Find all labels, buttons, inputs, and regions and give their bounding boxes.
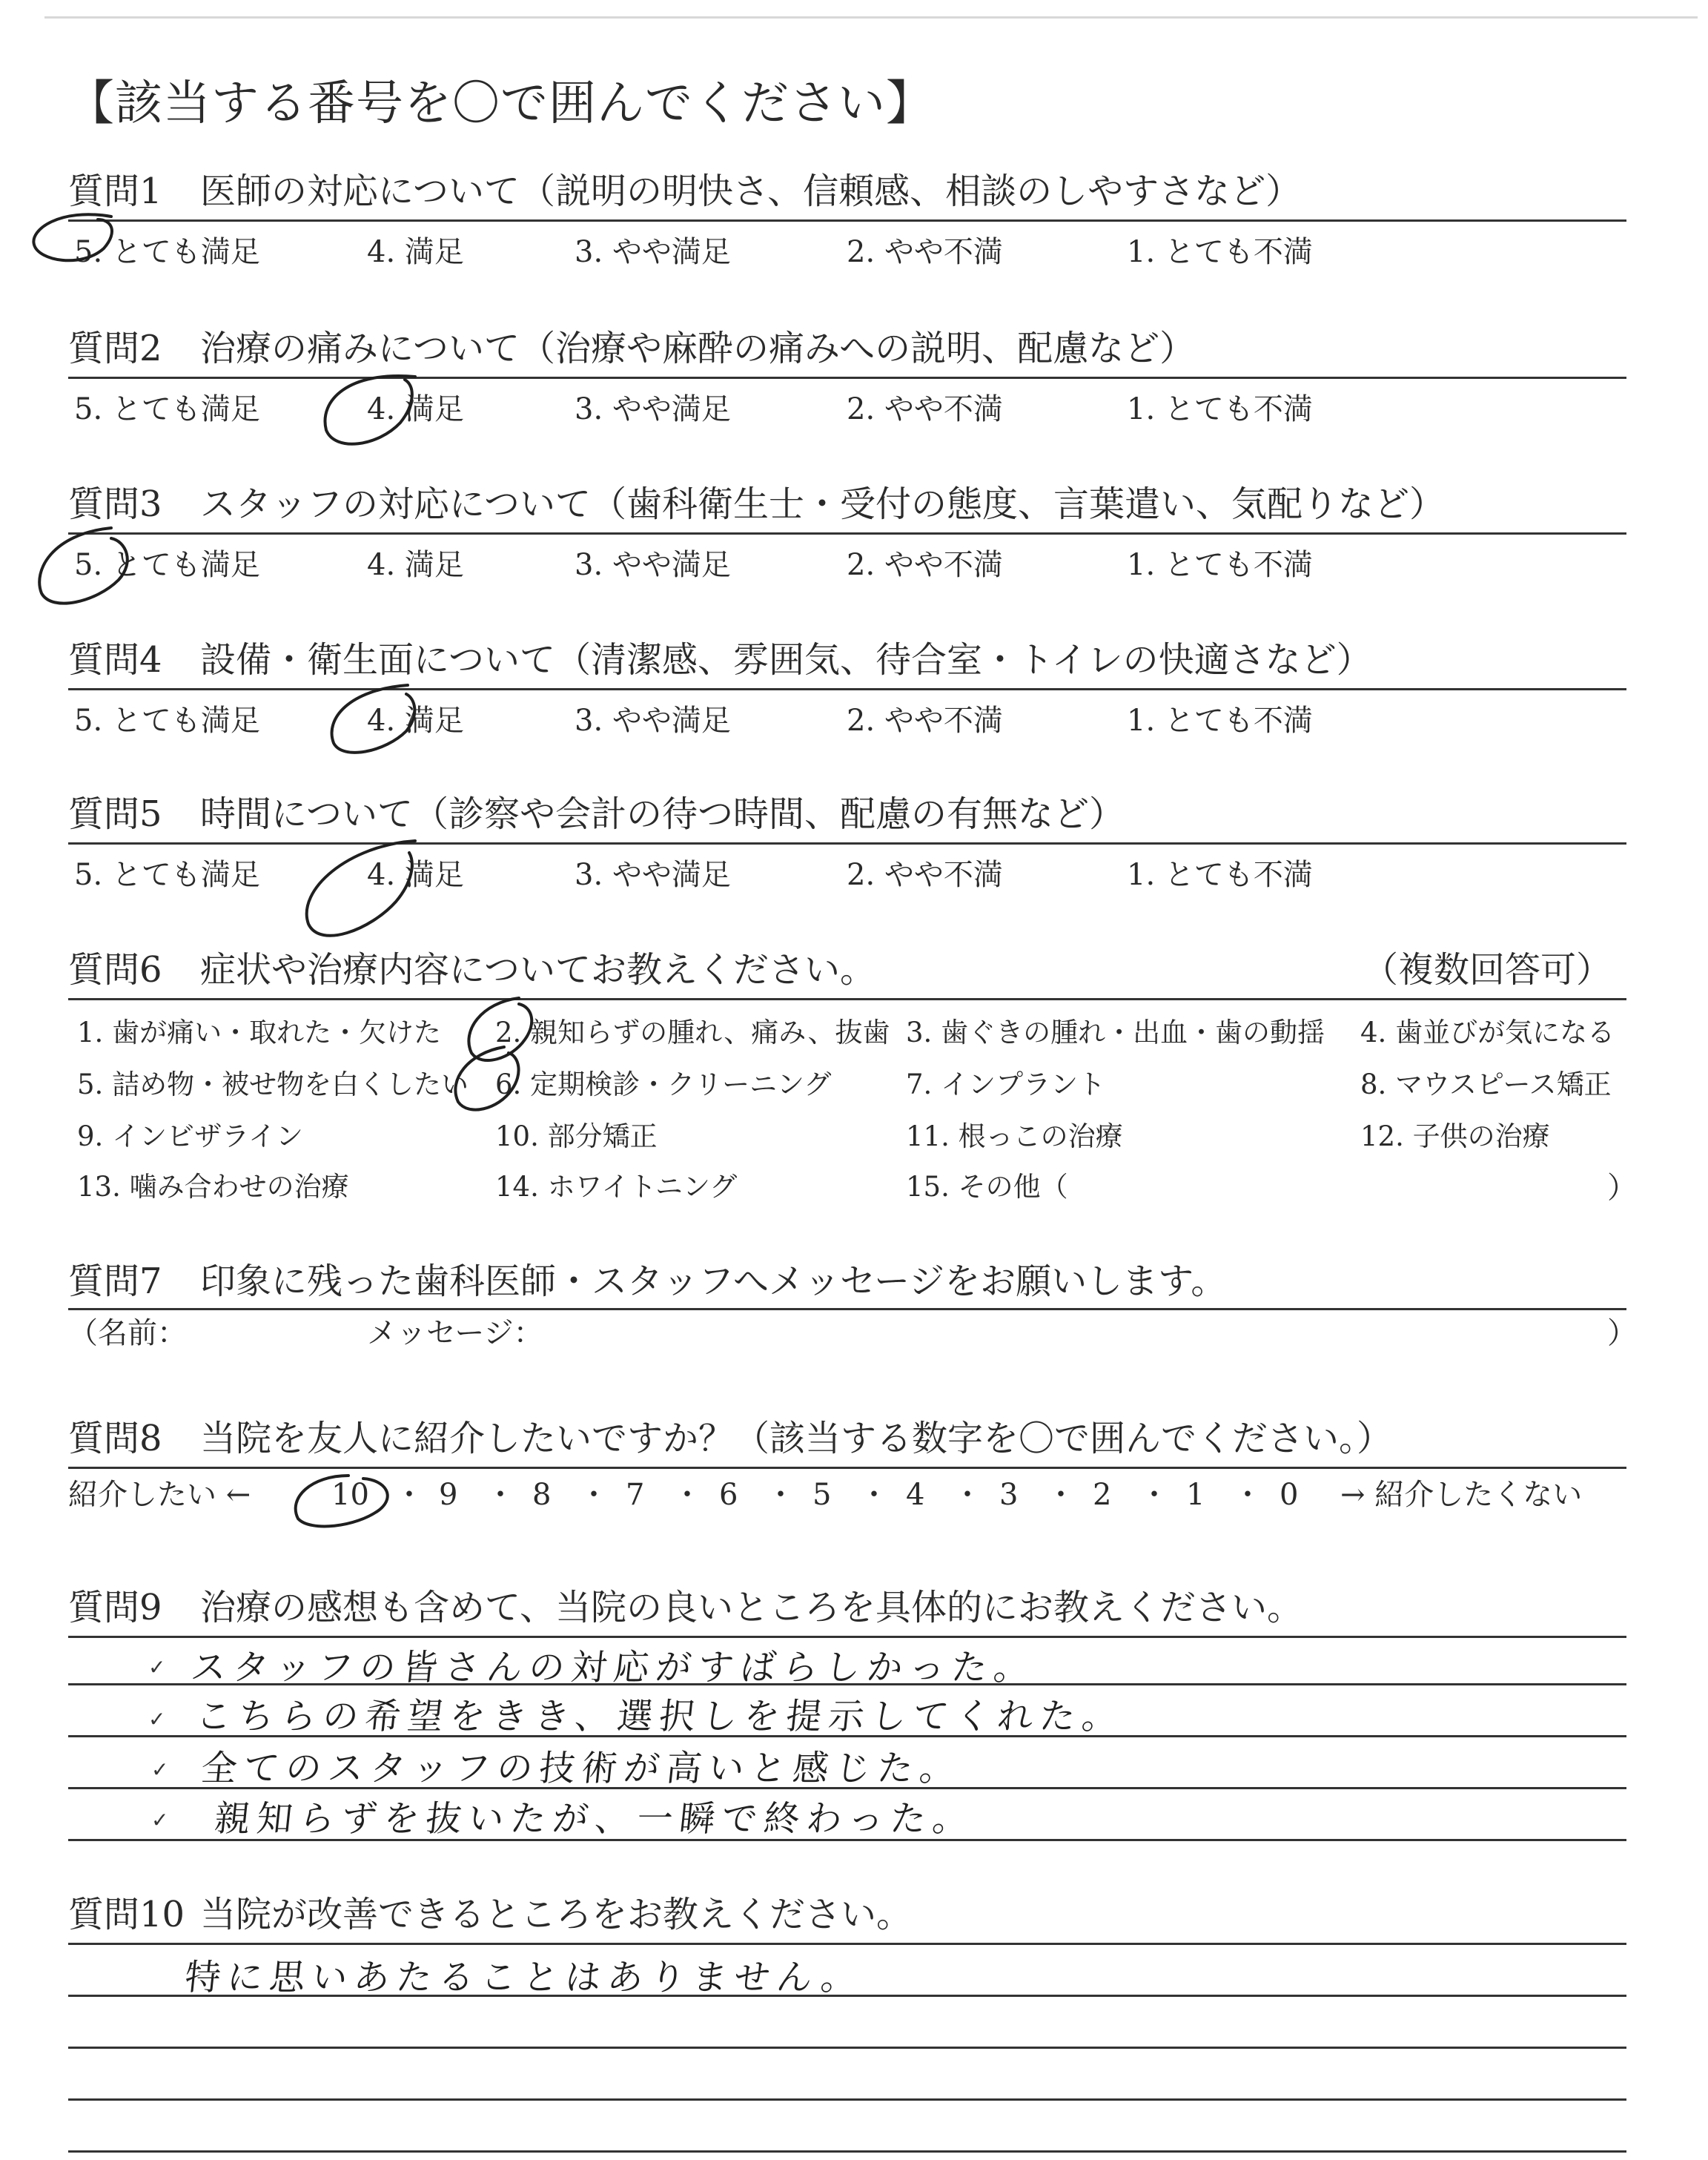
question-6-note: （複数回答可）: [1363, 949, 1612, 991]
question-2-number: 質問2: [68, 328, 162, 369]
question-1-rule: [68, 219, 1626, 222]
q9-answer-3: 全てのスタッフの技術が高いと感じた。: [199, 1748, 964, 1789]
question-4-rule: [68, 688, 1626, 690]
q9-check-mark: ✓: [151, 1808, 169, 1832]
q3-option-1[interactable]: 1. とても不満: [1127, 548, 1313, 582]
q6-option-6[interactable]: 6. 定期検診・クリーニング: [495, 1069, 832, 1100]
q8-score-3[interactable]: 3: [999, 1478, 1019, 1512]
q8-dot: ・: [1046, 1478, 1076, 1512]
q8-dot: ・: [579, 1478, 609, 1512]
question-7-text: 印象に残った歯科医師・スタッフへメッセージをお願いします。: [200, 1261, 1227, 1302]
q6-option-2[interactable]: 2. 親知らずの腫れ、痛み、抜歯: [495, 1017, 890, 1048]
q4-option-3[interactable]: 3. やや満足: [575, 704, 731, 738]
q7-close-paren: ）: [1607, 1316, 1637, 1350]
q2-option-5[interactable]: 5. とても満足: [74, 392, 260, 426]
question-6-rule: [68, 998, 1626, 1000]
question-8-rule: [68, 1467, 1626, 1469]
q6-option-15[interactable]: 15. その他（: [906, 1171, 1068, 1203]
q8-right-label: → 紹介したくない: [1340, 1478, 1583, 1512]
q8-score-7[interactable]: 7: [626, 1478, 645, 1512]
q8-dot: ・: [1233, 1478, 1262, 1512]
q10-answer-line: [68, 1943, 1626, 1945]
q6-option-13[interactable]: 13. 噛み合わせの治療: [77, 1171, 349, 1203]
q5-option-4[interactable]: 4. 満足: [367, 858, 464, 892]
q9-answer-1: スタッフの皆さんの対応がすばらしかった。: [188, 1647, 1039, 1688]
q4-option-5[interactable]: 5. とても満足: [74, 704, 260, 738]
q2-option-3[interactable]: 3. やや満足: [575, 392, 731, 426]
q6-option-1[interactable]: 1. 歯が痛い・取れた・欠けた: [77, 1017, 442, 1048]
question-9-title: [68, 1584, 1302, 1631]
q3-option-3[interactable]: 3. やや満足: [575, 548, 731, 582]
q6-option-12[interactable]: 12. 子供の治療: [1360, 1120, 1550, 1152]
q2-option-1[interactable]: 1. とても不満: [1127, 392, 1313, 426]
q9-check-mark: ✓: [151, 1757, 169, 1782]
q6-option-5[interactable]: 5. 詰め物・被せ物を白くしたい: [77, 1069, 469, 1100]
q5-option-3[interactable]: 3. やや満足: [575, 858, 731, 892]
question-5-title: [68, 790, 1125, 838]
q3-option-2[interactable]: 2. やや不満: [847, 548, 1003, 582]
q5-option-5[interactable]: 5. とても満足: [74, 858, 260, 892]
q8-dot: ・: [953, 1478, 982, 1512]
question-6-number: 質問6: [68, 949, 162, 991]
q8-dot: ・: [394, 1478, 424, 1512]
question-3-rule: [68, 532, 1626, 535]
q9-answer-2: こちらの希望をきき、選択しを提示してくれた。: [193, 1696, 1127, 1737]
q6-option-3[interactable]: 3. 歯ぐきの腫れ・出血・歯の動揺: [906, 1017, 1325, 1048]
q8-score-0[interactable]: 0: [1280, 1478, 1299, 1512]
question-8-title: [68, 1415, 1392, 1462]
question-8-number: 質問8: [68, 1418, 162, 1459]
q4-option-4[interactable]: 4. 満足: [367, 704, 464, 738]
question-10-number: 質問10: [68, 1894, 185, 1935]
q7-name-label: （名前：: [68, 1316, 187, 1350]
question-10-text: 当院が改善できるところをお教えください。: [200, 1894, 913, 1935]
q9-answer-line: [68, 1636, 1626, 1638]
question-10-title: [68, 1891, 912, 1938]
q1-option-3[interactable]: 3. やや満足: [575, 235, 731, 269]
question-4-title: [68, 636, 1372, 684]
q8-dot: ・: [859, 1478, 889, 1512]
question-5-rule: [68, 842, 1626, 845]
q8-dot: ・: [1139, 1478, 1169, 1512]
question-5-number: 質問5: [68, 793, 162, 835]
question-9-number: 質問9: [68, 1587, 162, 1628]
question-7-number: 質問7: [68, 1261, 162, 1302]
q8-score-8[interactable]: 8: [532, 1478, 552, 1512]
q3-option-4[interactable]: 4. 満足: [367, 548, 464, 582]
q5-option-1[interactable]: 1. とても不満: [1127, 858, 1313, 892]
question-3-text: スタッフの対応について（歯科衛生士・受付の態度、言葉遣い、気配りなど）: [200, 483, 1446, 525]
q10-answer-line: [68, 2098, 1626, 2101]
q1-option-4[interactable]: 4. 満足: [367, 235, 464, 269]
question-8-text: 当院を友人に紹介したいですか？（該当する数字を〇で囲んでください。）: [200, 1418, 1393, 1459]
q8-score-1[interactable]: 1: [1186, 1478, 1205, 1512]
question-4-number: 質問4: [68, 639, 162, 681]
q10-answer-line: [68, 2150, 1626, 2153]
question-2-rule: [68, 377, 1626, 379]
q10-answer: 特に思いあたることはありません。: [182, 1957, 866, 1998]
q8-score-4[interactable]: 4: [906, 1478, 925, 1512]
question-6-title: [68, 946, 875, 994]
q8-score-6[interactable]: 6: [719, 1478, 738, 1512]
q1-option-1[interactable]: 1. とても不満: [1127, 235, 1313, 269]
q6-option-11[interactable]: 11. 根っこの治療: [906, 1120, 1123, 1152]
q3-option-5[interactable]: 5. とても満足: [74, 548, 260, 582]
question-1-title: [68, 168, 1301, 215]
q9-check-mark: ✓: [148, 1655, 166, 1680]
question-3-title: [68, 480, 1445, 528]
page-heading: 【該当する番号を〇で囲んでください】: [67, 76, 934, 131]
question-6-text: 症状や治療内容についてお教えください。: [200, 949, 876, 991]
question-1-number: 質問1: [68, 171, 162, 212]
q8-score-9[interactable]: 9: [439, 1478, 458, 1512]
q8-score-5[interactable]: 5: [812, 1478, 832, 1512]
q7-message-label: メッセージ：: [367, 1316, 543, 1350]
q6-option-10[interactable]: 10. 部分矯正: [495, 1120, 658, 1152]
q4-option-1[interactable]: 1. とても不満: [1127, 704, 1313, 738]
q6-option-14[interactable]: 14. ホワイトニング: [495, 1171, 738, 1203]
question-2-text: 治療の痛みについて（治療や麻酔の痛みへの説明、配慮など）: [200, 328, 1196, 369]
question-3-number: 質問3: [68, 483, 162, 525]
q5-option-2[interactable]: 2. やや不満: [847, 858, 1003, 892]
q2-option-4[interactable]: 4. 満足: [367, 392, 464, 426]
q6-option-7[interactable]: 7. インプラント: [906, 1069, 1106, 1100]
q8-score-10[interactable]: 10: [331, 1478, 369, 1512]
question-7-rule: [68, 1308, 1626, 1310]
question-9-text: 治療の感想も含めて、当院の良いところを具体的にお教えください。: [200, 1587, 1303, 1628]
q6-other-close-paren: ）: [1607, 1171, 1637, 1205]
question-5-text: 時間について（診察や会計の待つ時間、配慮の有無など）: [200, 793, 1125, 835]
question-1-text: 医師の対応について（説明の明快さ、信頼感、相談のしやすさなど）: [200, 171, 1302, 212]
q1-option-5[interactable]: 5. とても満足: [74, 235, 260, 269]
q8-dot: ・: [672, 1478, 702, 1512]
q8-dot: ・: [486, 1478, 515, 1512]
q6-option-8[interactable]: 8. マウスピース矯正: [1360, 1069, 1612, 1100]
q1-option-2[interactable]: 2. やや不満: [847, 235, 1003, 269]
q9-answer-4: 親知らずを抜いたが、一瞬で終わった。: [212, 1798, 978, 1840]
q2-option-2[interactable]: 2. やや不満: [847, 392, 1003, 426]
q9-check-mark: ✓: [148, 1707, 166, 1731]
q6-option-4[interactable]: 4. 歯並びが気になる: [1360, 1017, 1615, 1048]
scan-edge-line: [44, 16, 1698, 19]
q4-option-2[interactable]: 2. やや不満: [847, 704, 1003, 738]
q8-score-2[interactable]: 2: [1093, 1478, 1112, 1512]
q10-answer-line: [68, 2047, 1626, 2049]
q8-dot: ・: [766, 1478, 795, 1512]
q8-left-label: 紹介したい ←: [68, 1478, 251, 1512]
q6-option-9[interactable]: 9. インビザライン: [77, 1120, 303, 1152]
question-7-title: [68, 1258, 1226, 1305]
question-4-text: 設備・衛生面について（清潔感、雰囲気、待合室・トイレの快適さなど）: [200, 639, 1372, 681]
question-2-title: [68, 325, 1195, 372]
